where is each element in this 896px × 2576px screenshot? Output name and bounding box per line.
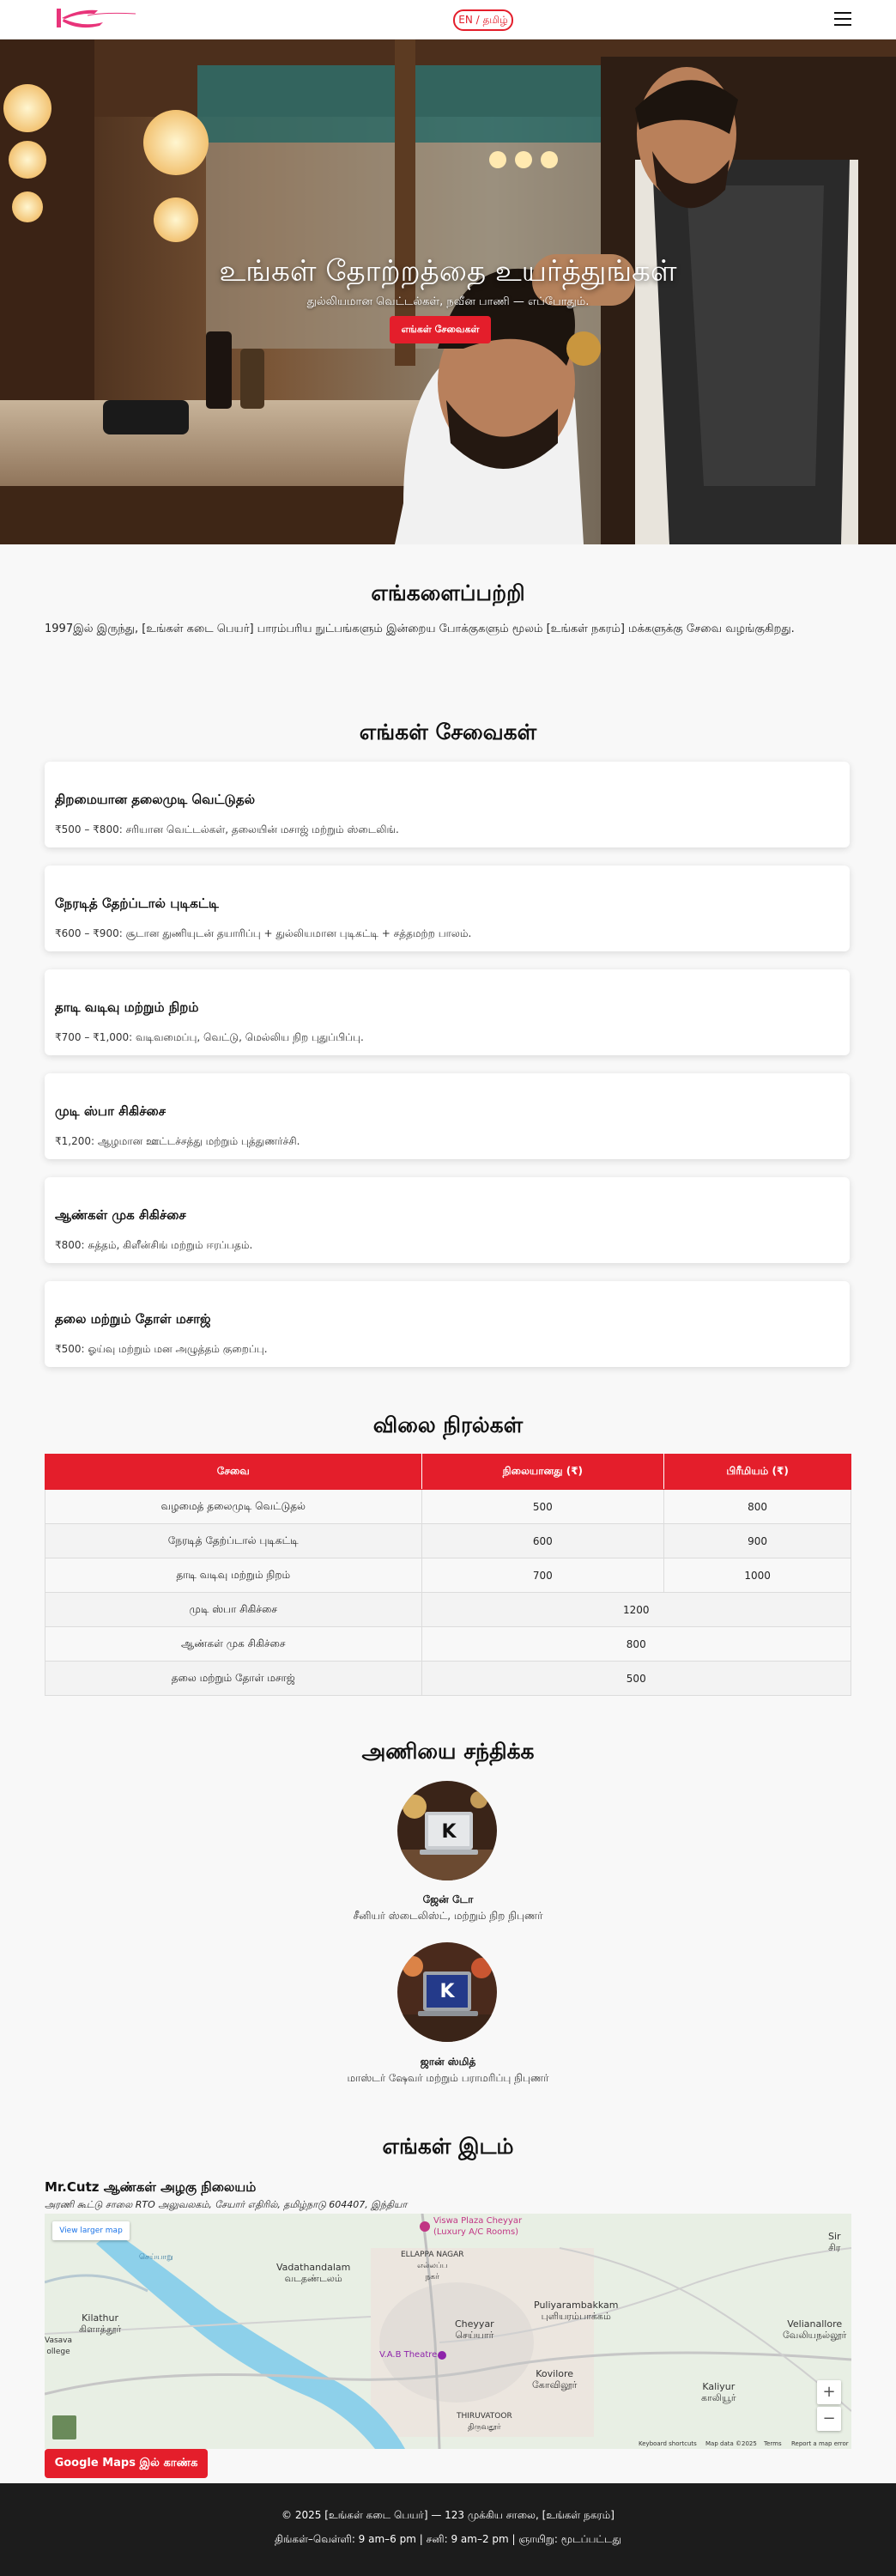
member-role: மாஸ்டர் ஷேவர் மற்றும் பராமரிப்பு நிபுணர் — [347, 2072, 549, 2084]
table-row — [45, 1662, 851, 1696]
service-description: ₹500: ஓய்வு மற்றும் மன அழுத்தம் குறைப்பு. — [55, 1343, 268, 1355]
location-title: எங்கள் இடம் — [382, 2134, 514, 2159]
table-row — [45, 1558, 851, 1593]
table-cell: 1200 — [421, 1593, 851, 1627]
table-cell: 800 — [421, 1627, 851, 1662]
table-cell: 500 — [421, 1662, 851, 1696]
table-cell: 500 — [421, 1490, 664, 1524]
barber-photo — [0, 39, 896, 544]
table-row — [45, 1490, 851, 1524]
avatar — [397, 1781, 497, 1880]
table-cell: தலை மற்றும் தோள் மசாஜ் — [45, 1662, 422, 1696]
report-map-error-link[interactable]: Report a map error — [791, 2440, 849, 2447]
svg-text:K: K — [441, 1821, 457, 1843]
table-cell: 900 — [664, 1524, 851, 1558]
brand-logo-icon[interactable] — [53, 5, 139, 31]
table-header-row — [45, 1455, 851, 1490]
table-cell: தாடி வடிவு மற்றும் நிறம் — [45, 1558, 422, 1593]
service-name: தாடி வடிவு மற்றும் நிறம் — [55, 999, 199, 1015]
service-description: ₹700 – ₹1,000: வடிவமைப்பு, வெட்டு, மெல்லிய நிற புதுப்பிப்பு. — [55, 1031, 364, 1043]
about-title: எங்களைப்பற்றி — [371, 580, 525, 605]
member-name: ஜேன் டோ — [422, 1893, 474, 1905]
site-header — [0, 0, 896, 39]
team-title: அணியை சந்திக்க — [361, 1739, 535, 1764]
service-card — [45, 1177, 850, 1263]
table-row — [45, 1524, 851, 1558]
service-description: ₹500 – ₹800: சரியான வெட்டல்கள், தலையின் மசாஜ் மற்றும் ஸ்டைலிங். — [55, 823, 399, 835]
table-cell: 800 — [664, 1490, 851, 1524]
map-label: Cheyyar செய்யார் — [455, 2318, 494, 2341]
map-label: ELLAPPA NAGAR எல்லப்ப நகர் — [401, 2251, 464, 2281]
our-services-button[interactable]: எங்கள் சேவைகள் — [390, 316, 491, 343]
column-header: பிரீமியம் (₹) — [664, 1455, 851, 1490]
map-label: V.A.B Theatre — [379, 2350, 438, 2360]
view-in-google-maps-button[interactable]: Google Maps இல் காண்க — [45, 2449, 208, 2478]
service-card — [45, 1073, 850, 1159]
member-name: ஜான் ஸ்மித் — [420, 2056, 476, 2068]
hero-banner — [0, 39, 896, 544]
about-text: 1997இல் இருந்து, [உங்கள் கடை பெயர்] பாரம்பரிய நுட்பங்களும் இன்றைய போக்குகளும் மூலம் [உங்கள் நகரம்] மக்களுக்கு சேவை வழங்குகிறது. — [45, 623, 795, 635]
table-row — [45, 1593, 851, 1627]
service-description: ₹600 – ₹900: சூடான துணியுடன் தயாரிப்பு + துல்லியமான புடிகட்டி + சத்தமற்ற பாலம். — [55, 927, 472, 939]
view-larger-map-link[interactable]: View larger map — [52, 2221, 130, 2240]
table-cell: 700 — [421, 1558, 664, 1593]
table-cell: 600 — [421, 1524, 664, 1558]
table-cell: 1000 — [664, 1558, 851, 1593]
service-card — [45, 762, 850, 848]
map-data-text: Map data ©2025 — [705, 2440, 757, 2447]
terms-link[interactable]: Terms — [764, 2440, 782, 2447]
table-cell: வழமைத் தலைமுடி வெட்டுதல் — [45, 1490, 422, 1524]
zoom-in-button[interactable]: + — [817, 2380, 841, 2404]
column-header: நிலையானது (₹) — [421, 1455, 664, 1490]
map-label: Puliyarambakkam புளியரம்பாக்கம் — [534, 2300, 619, 2322]
zoom-out-button[interactable]: − — [817, 2407, 841, 2431]
service-name: முடி ஸ்பா சிகிச்சை — [55, 1103, 166, 1119]
table-cell: நேரடித் தேற்ப்டால் புடிகட்டி — [45, 1524, 422, 1558]
pricing-title: விலை நிரல்கள் — [372, 1413, 524, 1437]
table-cell: ஆண்கள் முக சிகிச்சை — [45, 1627, 422, 1662]
hero-title: உங்கள் தோற்றத்தை உயர்த்துங்கள் — [219, 254, 677, 289]
service-name: நேரடித் தேற்ப்டால் புடிகட்டி — [55, 896, 219, 911]
map-label: Kilathur கிளாத்தூர் — [79, 2312, 122, 2335]
map-label: Viswa Plaza Cheyyar (Luxury A/C Rooms) — [433, 2216, 523, 2237]
footer-copyright: © 2025 [உங்கள் கடை பெயர்] — 123 முக்கிய சாலை, [உங்கள் நகரம்] — [282, 2509, 614, 2521]
svg-text:K: K — [439, 1981, 455, 2002]
map-label: Vasava ollege — [45, 2336, 73, 2356]
service-name: ஆண்கள் முக சிகிச்சை — [55, 1207, 186, 1223]
pricing-table — [45, 1454, 851, 1696]
services-title: எங்கள் சேவைகள் — [359, 720, 537, 744]
avatar — [397, 1942, 497, 2042]
service-name: திறமையான தலைமுடி வெட்டுதல் — [55, 792, 256, 807]
map-label: Velianallore வேலியநல்லூர் — [783, 2318, 847, 2341]
hamburger-menu-icon[interactable] — [834, 12, 851, 26]
map-label: Vadathandalam வடதண்டலம் — [276, 2262, 351, 2284]
member-role: சீனியர் ஸ்டைலிஸ்ட், மற்றும் நிற நிபுணர் — [353, 1910, 543, 1922]
service-card — [45, 969, 850, 1055]
service-description: ₹800: சுத்தம், கிளீன்சிங் மற்றும் ஈரப்பதம். — [55, 1239, 253, 1251]
keyboard-shortcuts-link[interactable]: Keyboard shortcuts — [639, 2440, 697, 2447]
map-label: THIRUVATOOR திருவதூர் — [457, 2412, 512, 2432]
service-description: ₹1,200: ஆழமான ஊட்டச்சத்து மற்றும் புத்துணர்ச்சி. — [55, 1135, 300, 1147]
map-label: செய்யாறு — [139, 2253, 173, 2262]
service-card — [45, 866, 850, 951]
footer-hours: திங்கள்–வெள்ளி: 9 am–6 pm | சனி: 9 am–2 pm | ஞாயிறு: மூடப்பட்டது — [275, 2533, 621, 2545]
service-card — [45, 1281, 850, 1367]
embedded-map[interactable] — [45, 2214, 851, 2449]
business-name: Mr.Cutz ஆண்கள் அழகு நிலையம் — [45, 2179, 257, 2195]
table-row — [45, 1627, 851, 1662]
column-header: சேவை — [45, 1455, 422, 1490]
map-label: Kovilore கோவிலூர் — [532, 2368, 578, 2391]
hero-subtitle: துல்லியமான வெட்டல்கள், நவீன பாணி — எப்போதும். — [306, 295, 590, 308]
language-toggle-button[interactable]: EN / தமிழ் — [453, 9, 513, 31]
map-label: Sir சிர — [828, 2231, 841, 2253]
business-address: அரணி கூட்டு சாலை RTO அலுவலகம், சேயார் எதிரில், தமிழ்நாடு 604407, இந்தியா — [45, 2199, 408, 2210]
table-cell: முடி ஸ்பா சிகிச்சை — [45, 1593, 422, 1627]
site-footer — [0, 2483, 896, 2576]
service-name: தலை மற்றும் தோள் மசாஜ் — [55, 1311, 211, 1327]
map-label: Kaliyur காலியூர் — [701, 2381, 736, 2403]
